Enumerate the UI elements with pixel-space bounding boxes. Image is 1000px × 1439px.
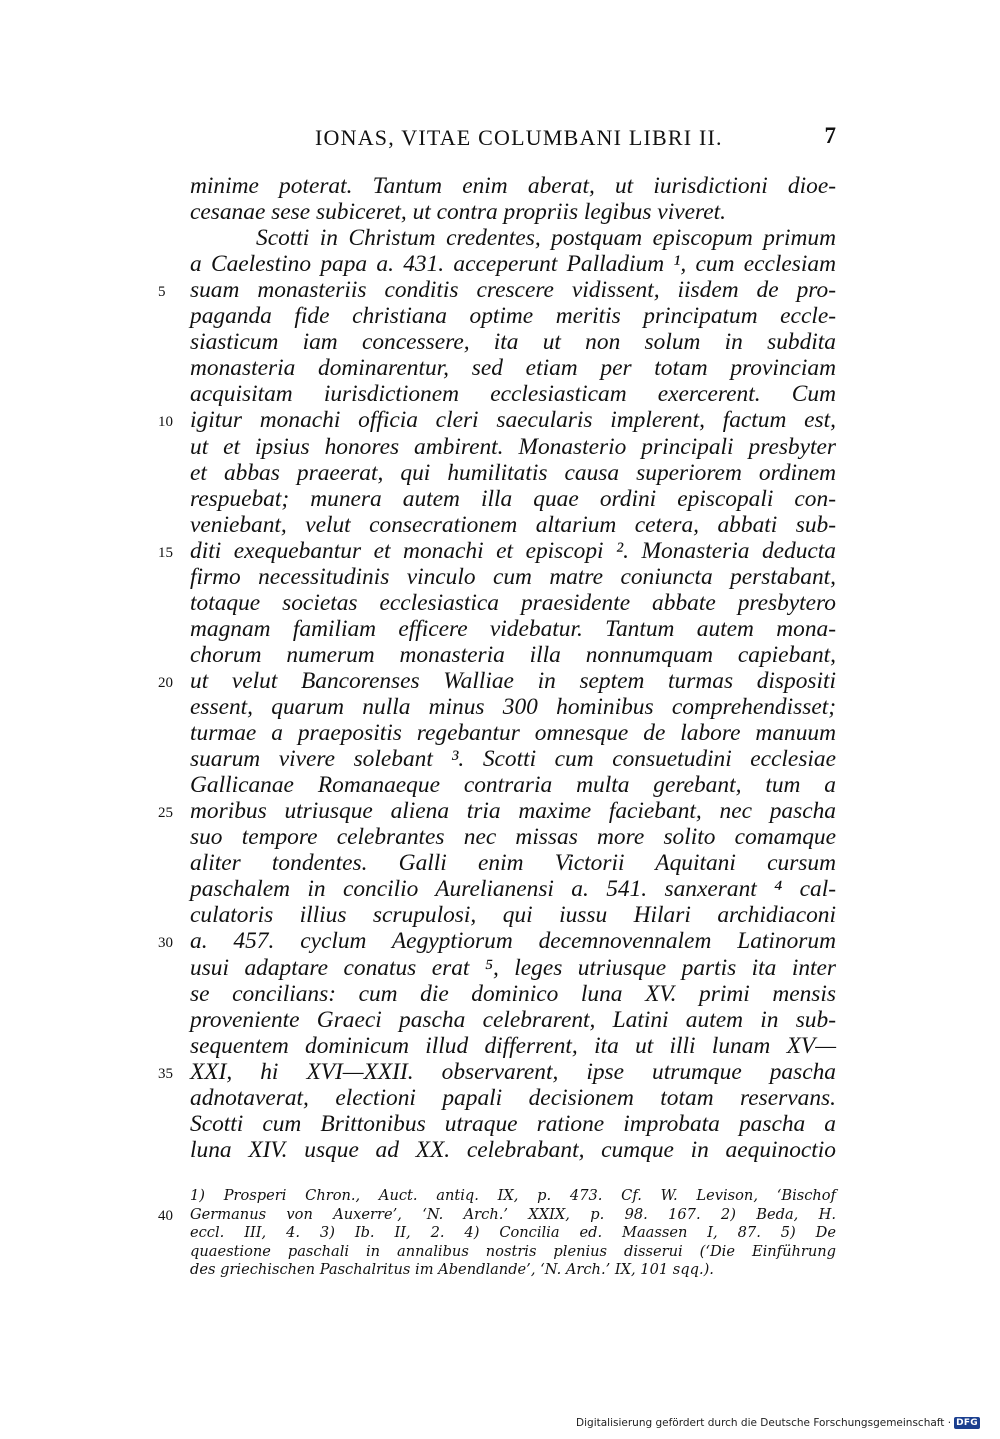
line-number: 5: [158, 284, 166, 301]
page-number: 7: [824, 123, 836, 148]
text-line: paschalem in concilio Aurelianensi a. 541. sanxerant ⁴ cal-: [190, 876, 836, 903]
text-line: suo tempore celebrantes nec missas more solito comamque: [190, 824, 836, 851]
text-line: diti exequebantur et monachi et episcopi ². Monasteria deducta: [190, 537, 836, 564]
digitization-credit-text: Digitalisierung gefördert durch die Deutsche Forschungsgemeinschaft ·: [576, 1417, 952, 1429]
line-number: 25: [158, 805, 173, 822]
line-number: 20: [158, 674, 173, 691]
footnote-line: quaestione paschali in annalibus nostris plenius disserui (‘Die Einführung: [190, 1242, 836, 1260]
dfg-logo: DFG: [956, 1418, 978, 1428]
text-line: firmo necessitudinis vinculo cum matre coniuncta perstabant,: [190, 563, 836, 590]
text-line: Scotti in Christum credentes, postquam episcopum primum: [256, 225, 836, 252]
text-line: monasteria dominarentur, sed etiam per totam provinciam: [190, 355, 836, 382]
text-line: a Caelestino papa a. 431. acceperunt Palladium ¹, cum ecclesiam: [190, 251, 836, 278]
line-number: 30: [158, 935, 173, 952]
text-line: a. 457. cyclum Aegyptiorum decemnovennalem Latinorum: [190, 928, 836, 955]
text-line: ut et ipsius honores ambirent. Monasterio principali presbyter: [190, 433, 836, 460]
text-line: sequentem dominicum illud differrent, ita ut illi lunam XV—: [190, 1032, 836, 1059]
text-line: adnotaverat, electioni papali decisionem totam reservans.: [190, 1084, 836, 1111]
text-line: luna XIV. usque ad XX. celebrabant, cumque in aequinoctio: [190, 1136, 836, 1163]
footnote-line: des griechischen Paschalritus im Abendlande’, ‘N. Arch.’ IX, 101 sqq.).: [190, 1261, 714, 1279]
text-line: respuebat; munera autem illa quae ordini episcopali con-: [190, 485, 836, 512]
text-line: Gallicanae Romanaeque contraria multa gerebant, tum a: [190, 772, 836, 799]
text-line: chorum numerum monasteria illa nonnumquam capiebant,: [190, 641, 836, 668]
text-line: et abbas praeerat, qui humilitatis causa superiorem ordinem: [190, 459, 836, 486]
text-line: aliter tondentes. Galli enim Victorii Aquitani cursum: [190, 850, 836, 877]
text-line: Scotti cum Brittonibus utraque ratione improbata pascha a: [190, 1110, 836, 1137]
text-line: minime poterat. Tantum enim aberat, ut iurisdictioni dioe-: [190, 173, 836, 199]
text-line: suarum vivere solebant ³. Scotti cum consuetudini ecclesiae: [190, 746, 836, 773]
line-number: 35: [158, 1065, 173, 1082]
text-line: veniebant, velut consecrationem altarium cetera, abbati sub-: [190, 511, 836, 538]
digitization-credit: [576, 1415, 980, 1431]
text-line: culatoris illius scrupulosi, qui iussu Hilari archidiaconi: [190, 902, 836, 929]
running-header: [190, 121, 836, 155]
text-line: essent, quarum nulla minus 300 hominibus comprehendisset;: [190, 694, 836, 720]
text-line: paganda fide christiana optime meritis principatum eccle-: [190, 303, 836, 330]
text-line: XXI, hi XVI—XXII. observarent, ipse utrumque pascha: [190, 1058, 836, 1085]
text-line: suam monasteriis conditis crescere vidissent, iisdem de pro-: [190, 277, 836, 304]
text-line: totaque societas ecclesiastica praesidente abbate presbytero: [190, 589, 836, 616]
text-line: siasticum iam concessere, ita ut non solum in subdita: [190, 329, 836, 356]
footnote-line: Germanus von Auxerre’, ‘N. Arch.’ XXIX, p. 98. 167. 2) Beda, H.: [190, 1205, 836, 1223]
text-line: cesanae sese subiceret, ut contra propriis legibus viveret.: [190, 199, 726, 226]
text-line: acquisitam iurisdictionem ecclesiasticam exercerent. Cum: [190, 381, 836, 408]
line-number: 40: [158, 1207, 173, 1224]
text-line: proveniente Graeci pascha celebrarent, Latini autem in sub-: [190, 1006, 836, 1033]
line-number: 10: [158, 414, 173, 431]
text-line: moribus utriusque aliena tria maxime faciebant, nec pascha: [190, 798, 836, 825]
running-head-title: IONAS, VITAE COLUMBANI LIBRI II.: [315, 125, 723, 150]
text-line: se concilians: cum die dominico luna XV. primi mensis: [190, 980, 836, 1007]
footnote-line: 1) Prosperi Chron., Auct. antiq. IX, p. 473. Cf. W. Levison, ‘Bischof: [190, 1187, 836, 1204]
line-number: 15: [158, 544, 173, 561]
text-line: igitur monachi officia cleri saecularis implerent, factum est,: [190, 407, 836, 434]
text-line: usui adaptare conatus erat ⁵, leges utriusque partis ita inter: [190, 954, 836, 981]
text-line: ut velut Bancorenses Walliae in septem turmas dispositi: [190, 667, 836, 694]
footnote-line: eccl. III, 4. 3) Ib. II, 2. 4) Concilia ed. Maassen I, 87. 5) De: [190, 1224, 836, 1242]
text-line: turmae a praepositis regebantur omnesque de labore manuum: [190, 720, 836, 747]
text-line: magnam familiam efficere videbatur. Tantum autem mona-: [190, 615, 836, 642]
